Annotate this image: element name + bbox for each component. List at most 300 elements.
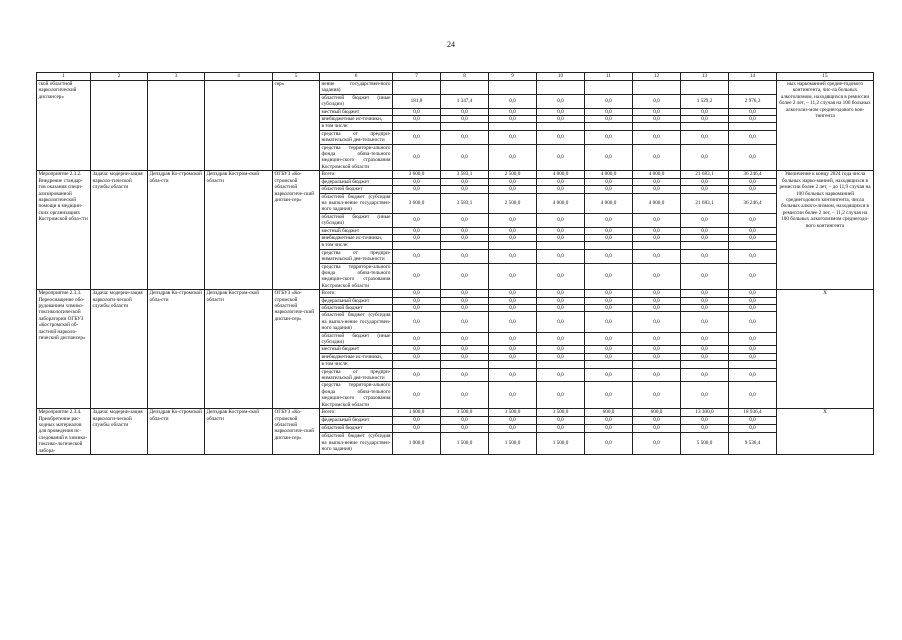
expected-result: ных наркоманией средне-годового контингента, чис-ла больных алкоголизмом, находящихся в ремиссии более 2 лет, – 11,2 случая на 100 больных алкоголиз-мом среднегодового кон-тингента [777, 81, 874, 171]
funding-source: средства территори-ального фонда обяза-тельного медицин-ского страхования Костромской области [321, 382, 391, 408]
amount-cell: 0,0 [729, 417, 777, 425]
amount-cell: 3 583,1 [441, 171, 489, 178]
amount-cell: 0,0 [729, 116, 777, 123]
task-cell [91, 81, 148, 171]
task-cell: Задача: модерни-зация наркологи-ческой службы области [91, 290, 148, 409]
table-row [37, 171, 874, 178]
amount-cell: 0,0 [489, 368, 537, 382]
funding-source: областной бюджет [320, 425, 393, 433]
amount-cell: 21 683,1 [681, 193, 729, 213]
amount-cell: 0,0 [393, 382, 441, 409]
amount-cell: 0,0 [681, 213, 729, 227]
amount-cell: 4 000,0 [633, 171, 681, 178]
executor-cell: ОГБУЗ «Ко-стромской областной наркологиче-ский диспан-сер» [273, 171, 320, 290]
amount-cell: 2 976,3 [729, 94, 777, 108]
column-header: 11 [585, 73, 633, 81]
funding-source: областной бюджет (субсидия на выпол-нение государствен-ного задания) [321, 312, 391, 332]
responsible-cell [148, 81, 205, 171]
amount-cell: 0,0 [489, 425, 537, 433]
amount-cell: 0,0 [537, 382, 585, 409]
amount-cell: 0,0 [489, 353, 537, 360]
amount-cell: 0,0 [729, 353, 777, 360]
funding-source: средства от предпри-нимательской дея-тельности [321, 249, 391, 263]
amount-cell: 0,0 [537, 290, 585, 297]
amount-cell: 0,0 [537, 297, 585, 304]
table-row [37, 81, 874, 95]
amount-cell: 0,0 [633, 263, 681, 290]
funding-source: средства от предпри-нимательской дея-тельности [321, 368, 391, 382]
amount-cell: 0,0 [441, 312, 489, 332]
amount-cell: 0,0 [633, 213, 681, 227]
funding-source: местный бюджет [320, 346, 393, 353]
amount-cell: 4 000,0 [537, 193, 585, 213]
amount-cell: 0,0 [633, 368, 681, 382]
amount-cell: 0,0 [585, 130, 633, 144]
amount-cell: 0,0 [537, 116, 585, 123]
amount-cell [441, 361, 489, 368]
amount-cell: 0,0 [537, 227, 585, 234]
task-cell: Задача: модерни-зация нарколо-гической службы области [91, 171, 148, 290]
column-header: 8 [441, 73, 489, 81]
amount-cell: 0,0 [489, 186, 537, 193]
amount-cell [729, 81, 777, 95]
amount-cell: 0,0 [537, 249, 585, 263]
amount-cell [681, 123, 729, 130]
responsible-cell: Депздрав Ко-стромской обла-сти [148, 409, 205, 455]
amount-cell [393, 81, 441, 95]
amount-cell: 9 536,4 [729, 433, 777, 455]
amount-cell [537, 242, 585, 249]
amount-cell: 0,0 [633, 382, 681, 409]
amount-cell [633, 242, 681, 249]
amount-cell: 0,0 [585, 290, 633, 297]
amount-cell: 13 300,0 [681, 409, 729, 417]
amount-cell: 0,0 [441, 368, 489, 382]
amount-cell: 600,0 [633, 409, 681, 417]
amount-cell: 0,0 [537, 213, 585, 227]
amount-cell: 0,0 [729, 213, 777, 227]
funding-source: средства территори-ального фонда обяза-тельного медицин-ского страхования Костромской области [321, 263, 391, 289]
amount-cell: 1 347,4 [441, 94, 489, 108]
column-header: 6 [320, 73, 393, 81]
expected-result: Х [777, 290, 874, 409]
measure-name: Мероприятие 2.3.4. Приобретение рас-ходных материалов для проведения ис-следований в химико-токсико-логической лабора- [37, 409, 91, 455]
amount-cell: 0,0 [585, 417, 633, 425]
amount-cell: 0,0 [537, 368, 585, 382]
funding-source: федеральный бюджет [320, 178, 393, 185]
amount-cell [441, 123, 489, 130]
executor-cell: сер» [273, 81, 320, 171]
amount-cell: 0,0 [537, 178, 585, 185]
amount-cell: 0,0 [633, 297, 681, 304]
amount-cell: 3 500,0 [489, 409, 537, 417]
amount-cell: 0,0 [441, 234, 489, 241]
amount-cell: 0,0 [393, 234, 441, 241]
funding-source: в том числе: [320, 361, 393, 368]
amount-cell: 0,0 [633, 353, 681, 360]
amount-cell: 0,0 [729, 234, 777, 241]
amount-cell: 0,0 [489, 178, 537, 185]
coordinator-cell: Депздрав Костром-ской области [205, 409, 273, 455]
amount-cell: 0,0 [489, 263, 537, 290]
funding-source: в том числе: [320, 242, 393, 249]
amount-cell: 3 600,0 [393, 171, 441, 178]
amount-cell: 0,0 [633, 417, 681, 425]
header-row [37, 73, 874, 81]
amount-cell: 0,0 [585, 144, 633, 171]
amount-cell: 0,0 [585, 312, 633, 332]
amount-cell: 1 500,0 [489, 433, 537, 455]
amount-cell: 4 000,0 [585, 193, 633, 213]
amount-cell: 0,0 [633, 332, 681, 346]
amount-cell: 0,0 [489, 213, 537, 227]
amount-cell [585, 81, 633, 95]
amount-cell: 0,0 [585, 368, 633, 382]
amount-cell: 1 000,0 [393, 433, 441, 455]
amount-cell: 0,0 [393, 213, 441, 227]
amount-cell: 1 600,0 [393, 409, 441, 417]
amount-cell: 0,0 [441, 297, 489, 304]
page-number: 24 [447, 40, 455, 49]
amount-cell: 0,0 [393, 108, 441, 115]
amount-cell [441, 81, 489, 95]
amount-cell: 36 246,4 [729, 171, 777, 178]
executor-cell: ОГБУЗ «Ко-стромской областной наркологиче-ский диспан-сер» [273, 409, 320, 455]
amount-cell: 0,0 [633, 312, 681, 332]
amount-cell: 0,0 [441, 213, 489, 227]
funding-source: федеральный бюджет [320, 417, 393, 425]
amount-cell: 0,0 [441, 425, 489, 433]
table-row [37, 290, 874, 297]
amount-cell [681, 242, 729, 249]
amount-cell: 0,0 [537, 130, 585, 144]
amount-cell: 0,0 [393, 417, 441, 425]
funding-source: Всего: [320, 290, 393, 297]
amount-cell: 0,0 [585, 297, 633, 304]
amount-cell: 0,0 [585, 305, 633, 312]
amount-cell: 1 529,2 [681, 94, 729, 108]
amount-cell [729, 242, 777, 249]
amount-cell: 0,0 [441, 382, 489, 409]
amount-cell: 0,0 [489, 234, 537, 241]
column-header: 2 [91, 73, 148, 81]
amount-cell: 18 936,4 [729, 409, 777, 417]
amount-cell [393, 242, 441, 249]
amount-cell: 3 583,1 [441, 193, 489, 213]
amount-cell: 0,0 [681, 178, 729, 185]
amount-cell: 0,0 [585, 94, 633, 108]
amount-cell: 0,0 [537, 353, 585, 360]
amount-cell: 0,0 [729, 297, 777, 304]
funding-source: областной бюджет (субсидия на выпол-нение государствен-ного задания) [320, 433, 393, 455]
column-header: 5 [273, 73, 320, 81]
funding-source: нение государствен-ного задания) [321, 81, 391, 94]
funding-source: Всего: [320, 409, 393, 417]
funding-source: внебюджетные ис-точники, [320, 234, 393, 241]
funding-source: местный бюджет [320, 227, 393, 234]
funding-source: федеральный бюджет [320, 297, 393, 304]
column-header: 10 [537, 73, 585, 81]
column-header: 15 [777, 73, 874, 81]
amount-cell: 0,0 [537, 144, 585, 171]
coordinator-cell [205, 81, 273, 171]
amount-cell: 0,0 [633, 425, 681, 433]
amount-cell: 0,0 [489, 94, 537, 108]
task-cell: Задача: модерни-зация наркологи-ческой службы области [91, 409, 148, 455]
amount-cell: 0,0 [729, 312, 777, 332]
amount-cell: 0,0 [393, 305, 441, 312]
amount-cell: 0,0 [681, 368, 729, 382]
amount-cell: 0,0 [681, 144, 729, 171]
amount-cell: 0,0 [585, 116, 633, 123]
amount-cell: 0,0 [681, 332, 729, 346]
amount-cell: 0,0 [585, 425, 633, 433]
funding-source: областной бюджет (субсидия на выпол-нение государствен-ного задания) [321, 193, 391, 213]
amount-cell: 3 500,0 [537, 409, 585, 417]
amount-cell: 0,0 [393, 312, 441, 332]
amount-cell: 0,0 [633, 249, 681, 263]
amount-cell: 0,0 [681, 382, 729, 409]
amount-cell: 0,0 [633, 234, 681, 241]
amount-cell: 0,0 [681, 305, 729, 312]
amount-cell: 0,0 [537, 186, 585, 193]
amount-cell: 0,0 [441, 227, 489, 234]
amount-cell: 0,0 [729, 108, 777, 115]
funding-source: областной бюджет (иные субсидии) [321, 332, 391, 346]
amount-cell: 0,0 [441, 417, 489, 425]
funding-source: внебюджетные ис-точники, [320, 353, 393, 360]
amount-cell: 0,0 [393, 353, 441, 360]
amount-cell: 0,0 [729, 178, 777, 185]
amount-cell: 0,0 [729, 186, 777, 193]
amount-cell: 0,0 [489, 305, 537, 312]
amount-cell: 0,0 [729, 332, 777, 346]
amount-cell: 0,0 [681, 297, 729, 304]
amount-cell: 0,0 [681, 186, 729, 193]
amount-cell: 0,0 [633, 108, 681, 115]
amount-cell: 0,0 [489, 382, 537, 409]
amount-cell: 0,0 [393, 144, 441, 171]
amount-cell [441, 242, 489, 249]
funding-source: областной бюджет [320, 305, 393, 312]
amount-cell: 0,0 [585, 433, 633, 455]
amount-cell [633, 123, 681, 130]
table-row [37, 409, 874, 417]
funding-source: областной бюджет [320, 186, 393, 193]
amount-cell [393, 123, 441, 130]
amount-cell: 0,0 [585, 213, 633, 227]
amount-cell: 0,0 [585, 186, 633, 193]
amount-cell: 0,0 [393, 425, 441, 433]
amount-cell: 0,0 [489, 417, 537, 425]
amount-cell: 0,0 [537, 346, 585, 353]
amount-cell: 0,0 [681, 249, 729, 263]
amount-cell [489, 242, 537, 249]
amount-cell: 0,0 [537, 425, 585, 433]
executor-cell: ОГБУЗ «Ко-стромской областной наркологиче-ский диспан-сер» [273, 290, 320, 409]
amount-cell: 3 600,0 [393, 193, 441, 213]
amount-cell [489, 81, 537, 95]
column-header: 7 [393, 73, 441, 81]
budget-table [36, 72, 874, 455]
amount-cell: 4 000,0 [585, 171, 633, 178]
amount-cell: 0,0 [585, 263, 633, 290]
amount-cell: 0,0 [681, 234, 729, 241]
amount-cell: 0,0 [441, 186, 489, 193]
amount-cell: 0,0 [681, 417, 729, 425]
amount-cell: 0,0 [633, 116, 681, 123]
amount-cell: 0,0 [393, 186, 441, 193]
amount-cell: 2 500,0 [489, 171, 537, 178]
column-header: 1 [37, 73, 91, 81]
amount-cell: 0,0 [393, 116, 441, 123]
amount-cell: 0,0 [537, 234, 585, 241]
amount-cell [585, 361, 633, 368]
amount-cell: 0,0 [441, 290, 489, 297]
amount-cell [489, 123, 537, 130]
amount-cell: 0,0 [585, 227, 633, 234]
amount-cell: 0,0 [681, 290, 729, 297]
column-header: 12 [633, 73, 681, 81]
column-header: 13 [681, 73, 729, 81]
amount-cell: 0,0 [441, 178, 489, 185]
amount-cell: 0,0 [585, 234, 633, 241]
amount-cell: 0,0 [681, 346, 729, 353]
amount-cell: 181,8 [393, 94, 441, 108]
amount-cell [537, 123, 585, 130]
amount-cell: 0,0 [681, 312, 729, 332]
amount-cell: 0,0 [585, 353, 633, 360]
measure-name: Мероприятие 2.3.2. Внедрение стандар-тов оказания специ-ализированной наркологической помощи в медицин-ских организациях Костромской обла-сти [37, 171, 91, 290]
amount-cell: 3 500,0 [441, 409, 489, 417]
amount-cell: 0,0 [441, 249, 489, 263]
amount-cell: 0,0 [393, 290, 441, 297]
amount-cell: 0,0 [633, 186, 681, 193]
amount-cell: 0,0 [441, 116, 489, 123]
amount-cell [633, 81, 681, 95]
amount-cell: 0,0 [393, 249, 441, 263]
amount-cell: 0,0 [441, 263, 489, 290]
amount-cell: 0,0 [633, 346, 681, 353]
funding-source: в том числе: [320, 123, 393, 130]
measure-name: Мероприятие 2.3.3. Переоснащение обо-рудованием химико-токсикологической лаборатории ОГБУЗ «Костромской об-ластной нарколо-гический диспансер» [37, 290, 91, 409]
amount-cell: 0,0 [633, 178, 681, 185]
funding-source: областной бюджет (иные субсидии) [321, 213, 391, 227]
amount-cell: 0,0 [729, 305, 777, 312]
amount-cell: 0,0 [441, 346, 489, 353]
amount-cell: 0,0 [681, 353, 729, 360]
amount-cell: 0,0 [585, 332, 633, 346]
amount-cell: 0,0 [393, 368, 441, 382]
amount-cell: 0,0 [537, 312, 585, 332]
amount-cell: 0,0 [729, 263, 777, 290]
amount-cell: 0,0 [729, 249, 777, 263]
amount-cell: 0,0 [489, 312, 537, 332]
amount-cell: 0,0 [633, 130, 681, 144]
amount-cell [489, 361, 537, 368]
amount-cell: 0,0 [537, 263, 585, 290]
funding-source: областной бюджет (иные субсидии) [321, 94, 391, 108]
funding-source: средства от предпри-нимательской дея-тельности [321, 130, 391, 144]
amount-cell [729, 361, 777, 368]
column-header: 9 [489, 73, 537, 81]
amount-cell: 0,0 [585, 178, 633, 185]
amount-cell: 0,0 [729, 130, 777, 144]
amount-cell: 0,0 [441, 130, 489, 144]
amount-cell: 0,0 [489, 108, 537, 115]
funding-source: Всего: [320, 171, 393, 178]
amount-cell: 0,0 [393, 297, 441, 304]
amount-cell: 0,0 [681, 108, 729, 115]
amount-cell: 1 500,0 [537, 433, 585, 455]
amount-cell: 0,0 [393, 227, 441, 234]
amount-cell: 0,0 [585, 249, 633, 263]
amount-cell [537, 81, 585, 95]
amount-cell: 0,0 [537, 94, 585, 108]
amount-cell: 0,0 [537, 305, 585, 312]
amount-cell: 1 500,0 [441, 433, 489, 455]
amount-cell: 0,0 [633, 433, 681, 455]
amount-cell: 0,0 [585, 382, 633, 409]
amount-cell [585, 242, 633, 249]
amount-cell: 0,0 [441, 332, 489, 346]
amount-cell: 0,0 [441, 305, 489, 312]
amount-cell: 0,0 [729, 368, 777, 382]
amount-cell: 0,0 [489, 297, 537, 304]
column-header: 4 [205, 73, 273, 81]
amount-cell: 0,0 [729, 144, 777, 171]
amount-cell: 0,0 [729, 290, 777, 297]
amount-cell [729, 123, 777, 130]
amount-cell: 0,0 [729, 425, 777, 433]
amount-cell: 0,0 [393, 130, 441, 144]
amount-cell: 36 246,4 [729, 193, 777, 213]
amount-cell: 0,0 [681, 130, 729, 144]
amount-cell: 0,0 [633, 227, 681, 234]
amount-cell: 0,0 [489, 144, 537, 171]
amount-cell [633, 361, 681, 368]
amount-cell: 0,0 [537, 332, 585, 346]
funding-source: местный бюджет [320, 108, 393, 115]
table-body [37, 81, 874, 455]
column-header: 14 [729, 73, 777, 81]
funding-source: внебюджетные ис-точники, [320, 116, 393, 123]
amount-cell: 0,0 [537, 108, 585, 115]
amount-cell: 0,0 [489, 346, 537, 353]
amount-cell: 0,0 [537, 417, 585, 425]
amount-cell [537, 361, 585, 368]
amount-cell [681, 361, 729, 368]
amount-cell: 2 500,0 [489, 193, 537, 213]
responsible-cell: Депздрав Ко-стромской обла-сти [148, 290, 205, 409]
amount-cell [681, 81, 729, 95]
amount-cell: 600,0 [585, 409, 633, 417]
amount-cell: 0,0 [585, 346, 633, 353]
amount-cell: 5 500,0 [681, 433, 729, 455]
coordinator-cell: Депздрав Костром-ской области [205, 290, 273, 409]
amount-cell: 0,0 [729, 382, 777, 409]
amount-cell: 4 000,0 [633, 193, 681, 213]
amount-cell: 0,0 [681, 263, 729, 290]
amount-cell: 0,0 [489, 332, 537, 346]
amount-cell: 0,0 [489, 227, 537, 234]
amount-cell: 0,0 [633, 144, 681, 171]
amount-cell [585, 123, 633, 130]
amount-cell: 0,0 [681, 116, 729, 123]
amount-cell: 0,0 [633, 94, 681, 108]
amount-cell: 0,0 [441, 353, 489, 360]
amount-cell: 0,0 [489, 130, 537, 144]
